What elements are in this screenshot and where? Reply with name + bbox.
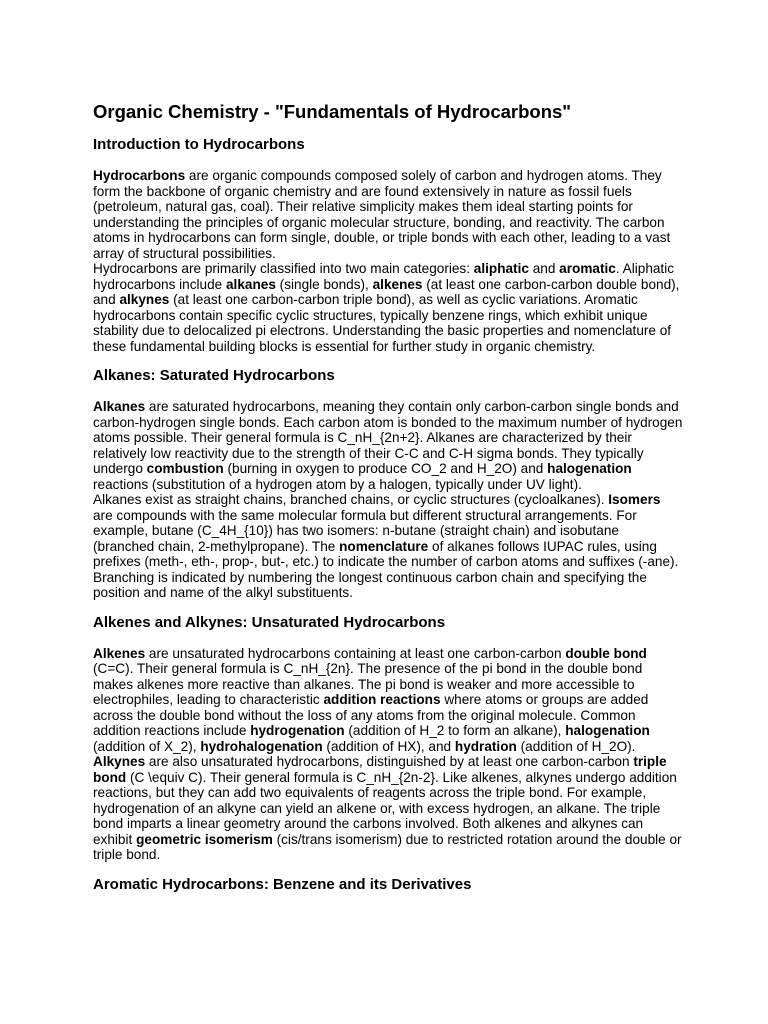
- section-heading: Introduction to Hydrocarbons: [93, 136, 305, 153]
- bold-term: geometric isomerism: [136, 831, 273, 847]
- document-title: Organic Chemistry - "Fundamentals of Hydrocarbons": [93, 101, 572, 122]
- section-body: [93, 646, 683, 863]
- bold-term: addition reactions: [323, 692, 441, 707]
- bold-term: hydrogenation: [250, 723, 345, 738]
- bold-term: halogenation: [547, 461, 632, 476]
- text-run: are organic compounds composed solely of carbon and hydrogen atoms. They form the backbone of organic chemistry and are found extensively in nature as fossil fuels (petroleum, natural gas, coal). Their relative simplicity makes them ideal starting points for understanding the principles of organic molecular structure, bonding, and reactivity. The carbon atoms in hydrocarbons can form single, double, or triple bonds with each other, leading to a vast array of structural possibilities.: [93, 168, 671, 261]
- section-alkenes-alkynes: [93, 614, 683, 863]
- text-run: where atoms or groups are added across the double bond without the loss of any atoms from the original molecule. Common addition reactions include: [93, 692, 649, 738]
- text-run: . Aliphatic hydrocarbons include: [93, 261, 675, 292]
- section-body: [93, 399, 683, 601]
- section-introduction: [93, 136, 683, 354]
- paragraph: [93, 261, 683, 354]
- text-run: Alkanes exist as straight chains, branched chains, or cyclic structures (cycloalkanes).: [93, 492, 609, 507]
- text-run: (at least one carbon-carbon triple bond), as well as cyclic variations. Aromatic hydrocarbons contain specific cyclic structures, typically benzene rings, which exhibit unique stability due to delocalized pi electrons. Understanding the basic properties and nomenclature of these fundamental building blocks is essential for further study in organic chemistry.: [93, 292, 672, 354]
- text-run: are saturated hydrocarbons, meaning they contain only carbon-carbon single bonds and carbon-hydrogen single bonds. Each carbon atom is bonded to the maximum number of hydrogen atoms possible. Their general formula is C_nH_{2n+2}. Alkanes are characterized by their relatively low reactivity due to the strength of their C-C and C-H sigma bonds. They typically undergo: [93, 399, 683, 476]
- text-run: (single bonds),: [275, 276, 373, 292]
- text-run: (addition of H_2O).: [516, 738, 636, 754]
- text-run: Hydrocarbons are primarily classified into two main categories:: [93, 261, 474, 276]
- bold-term: alkenes: [372, 276, 423, 292]
- text-run: (C=C). Their general formula is C_nH_{2n}. The presence of the pi bond in the double bond makes alkenes more reactive than alkanes. The pi bond is weaker and more accessible to electrophiles, leading to characteristic: [93, 661, 643, 707]
- bold-term: alkynes: [119, 292, 170, 307]
- text-run: and: [528, 261, 560, 276]
- bold-term: triple bond: [93, 754, 667, 785]
- paragraph: [93, 754, 683, 863]
- section-aromatic: [93, 876, 683, 894]
- paragraph: [93, 168, 683, 261]
- text-run: of alkanes follows IUPAC rules, using prefixes (meth-, eth-, prop-, but-, etc.) to indicate the number of carbon atoms and suffixes (-ane). Branching is indicated by numbering the longest continuous carbon chain and specifying the position and name of the alkyl substituents.: [93, 538, 679, 600]
- bold-term: Alkenes: [93, 645, 146, 661]
- text-run: (cis/trans isomerism) due to restricted rotation around the double or triple bond.: [93, 831, 682, 862]
- paragraph: [93, 492, 683, 601]
- text-run: (addition of HX), and: [322, 738, 455, 754]
- bold-term: aliphatic: [473, 261, 529, 276]
- bold-term: Alkanes: [93, 399, 146, 414]
- text-run: are unsaturated hydrocarbons containing at least one carbon-carbon: [145, 645, 566, 661]
- bold-term: Hydrocarbons: [93, 168, 186, 183]
- text-run: (at least one carbon-carbon double bond), and: [93, 276, 680, 307]
- section-heading: Alkenes and Alkynes: Unsaturated Hydrocarbons: [93, 613, 446, 631]
- text-run: (addition of H_2 to form an alkane),: [344, 723, 566, 738]
- document-page: [93, 101, 683, 908]
- bold-term: hydrohalogenation: [200, 738, 323, 754]
- bold-term: Isomers: [608, 492, 661, 507]
- text-run: reactions (substitution of a hydrogen atom by a halogen, typically under UV light).: [93, 476, 582, 492]
- section-heading: Alkanes: Saturated Hydrocarbons: [93, 367, 335, 384]
- bold-term: combustion: [146, 461, 224, 476]
- bold-term: aromatic: [559, 261, 616, 276]
- bold-term: Alkynes: [93, 754, 146, 769]
- bold-term: halogenation: [565, 723, 650, 738]
- bold-term: nomenclature: [339, 538, 429, 554]
- text-run: (burning in oxygen to produce CO_2 and H_2O) and: [223, 461, 548, 476]
- section-alkanes: [93, 367, 683, 601]
- bold-term: hydration: [454, 738, 517, 754]
- section-heading: Aromatic Hydrocarbons: Benzene and its Derivatives: [93, 875, 472, 893]
- text-run: are also unsaturated hydrocarbons, distinguished by at least one carbon-carbon: [145, 754, 634, 769]
- bold-term: alkanes: [226, 276, 276, 292]
- paragraph: [93, 399, 683, 492]
- paragraph: [93, 646, 683, 755]
- text-run: are compounds with the same molecular formula but different structural arrangements. For example, butane (C_4H_{10}) has two isomers: n-butane (straight chain) and isobutane (branched chain, 2-methylpropane). The: [93, 507, 637, 554]
- text-run: (C \equiv C). Their general formula is C_nH_{2n-2}. Like alkenes, alkynes undergo addition reactions, but they can add two equivalents of reagents across the triple bond. For example, hydrogenation of an alkyne can yield an alkene or, with excess hydrogen, an alkane. The triple bond imparts a linear geometry around the carbons involved. Both alkenes and alkynes can exhibit: [93, 769, 677, 847]
- bold-term: double bond: [565, 645, 647, 661]
- section-body: [93, 168, 683, 354]
- text-run: (addition of X_2),: [93, 738, 201, 754]
